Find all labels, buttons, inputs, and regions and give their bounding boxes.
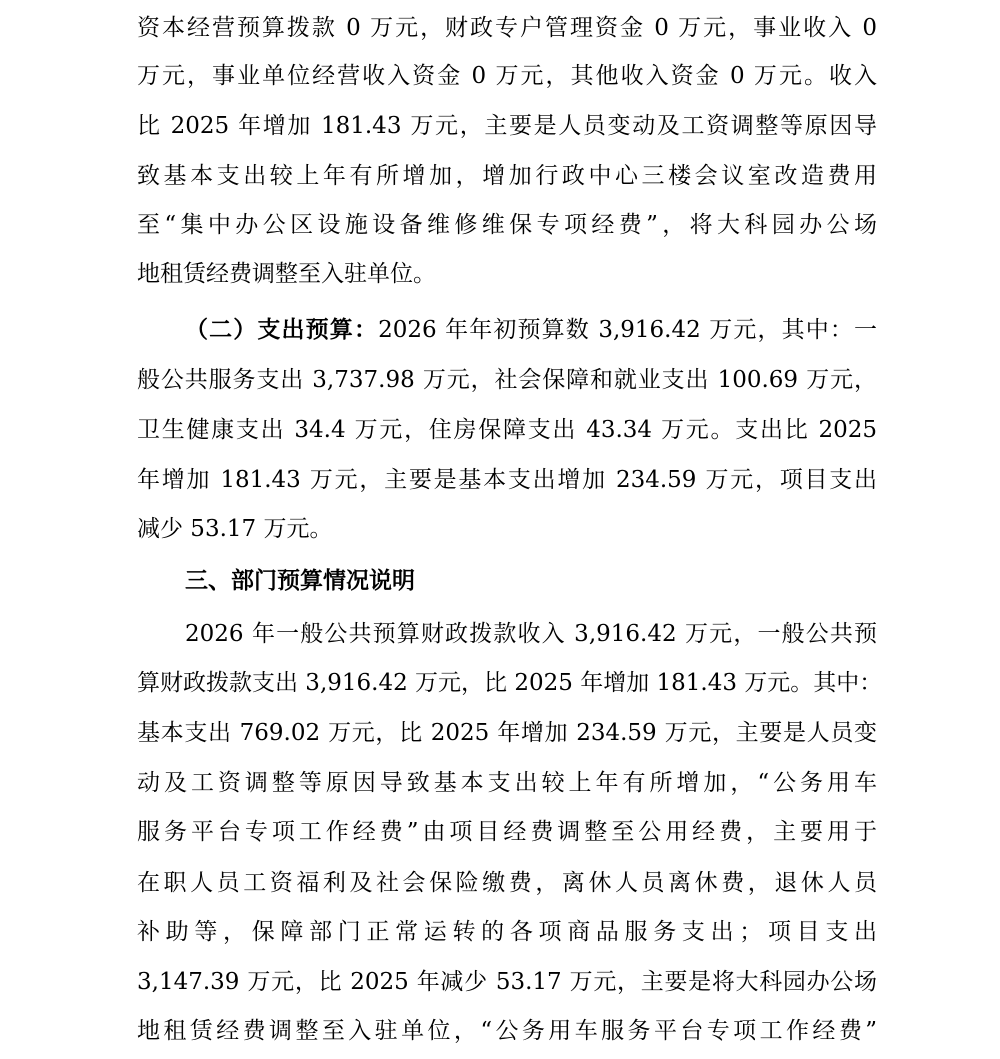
paragraph-line: 卫生健康支出 34.4 万元，住房保障支出 43.34 万元。支出比 2025 xyxy=(137,417,877,443)
paragraph-line: 至“集中办公区设施设备维修维保专项经费”，将大科园办公场 xyxy=(137,212,877,238)
paragraph-line: 般公共服务支出 3,737.98 万元，社会保障和就业支出 100.69 万元， xyxy=(137,367,877,393)
paragraph-line: 地租赁经费调整至入驻单位，“公务用车服务平台专项工作经费” xyxy=(137,1018,877,1044)
expenditure-budget-line xyxy=(185,315,877,345)
paragraph-line: 资本经营预算拨款 0 万元，财政专户管理资金 0 万元，事业收入 0 xyxy=(137,15,877,41)
paragraph-line: 年增加 181.43 万元，主要是基本支出增加 234.59 万元，项目支出 xyxy=(137,467,877,493)
paragraph-line: 服务平台专项工作经费”由项目经费调整至公用经费，主要用于 xyxy=(137,819,877,845)
section-heading: 三、部门预算情况说明 xyxy=(185,568,415,594)
paragraph-line: 致基本支出较上年有所增加，增加行政中心三楼会议室改造费用 xyxy=(137,163,877,189)
paragraph-line: 补助等，保障部门正常运转的各项商品服务支出；项目支出 xyxy=(137,919,877,945)
paragraph-line: 减少 53.17 万元。 xyxy=(137,516,333,542)
paragraph-line: 2026 年一般公共预算财政拨款收入 3,916.42 万元，一般公共预 xyxy=(185,621,877,647)
expenditure-budget-label: （二）支出预算： xyxy=(185,317,379,343)
paragraph-text: 2026 年年初预算数 3,916.42 万元，其中：一 xyxy=(378,317,878,343)
paragraph-line: 3,147.39 万元，比 2025 年减少 53.17 万元，主要是将大科园办公场 xyxy=(137,969,877,995)
paragraph-line: 地租赁经费调整至入驻单位。 xyxy=(137,261,436,287)
paragraph-line: 比 2025 年增加 181.43 万元，主要是人员变动及工资调整等原因导 xyxy=(137,113,877,139)
paragraph-line: 万元，事业单位经营收入资金 0 万元，其他收入资金 0 万元。收入 xyxy=(137,63,877,89)
paragraph-line: 基本支出 769.02 万元，比 2025 年增加 234.59 万元，主要是人员变 xyxy=(137,720,877,746)
paragraph-line: 算财政拨款支出 3,916.42 万元，比 2025 年增加 181.43 万元。其中： xyxy=(137,670,883,696)
paragraph-line: 在职人员工资福利及社会保险缴费，离休人员离休费，退休人员 xyxy=(137,870,877,896)
paragraph-line: 动及工资调整等原因导致基本支出较上年有所增加，“公务用车 xyxy=(137,770,877,796)
